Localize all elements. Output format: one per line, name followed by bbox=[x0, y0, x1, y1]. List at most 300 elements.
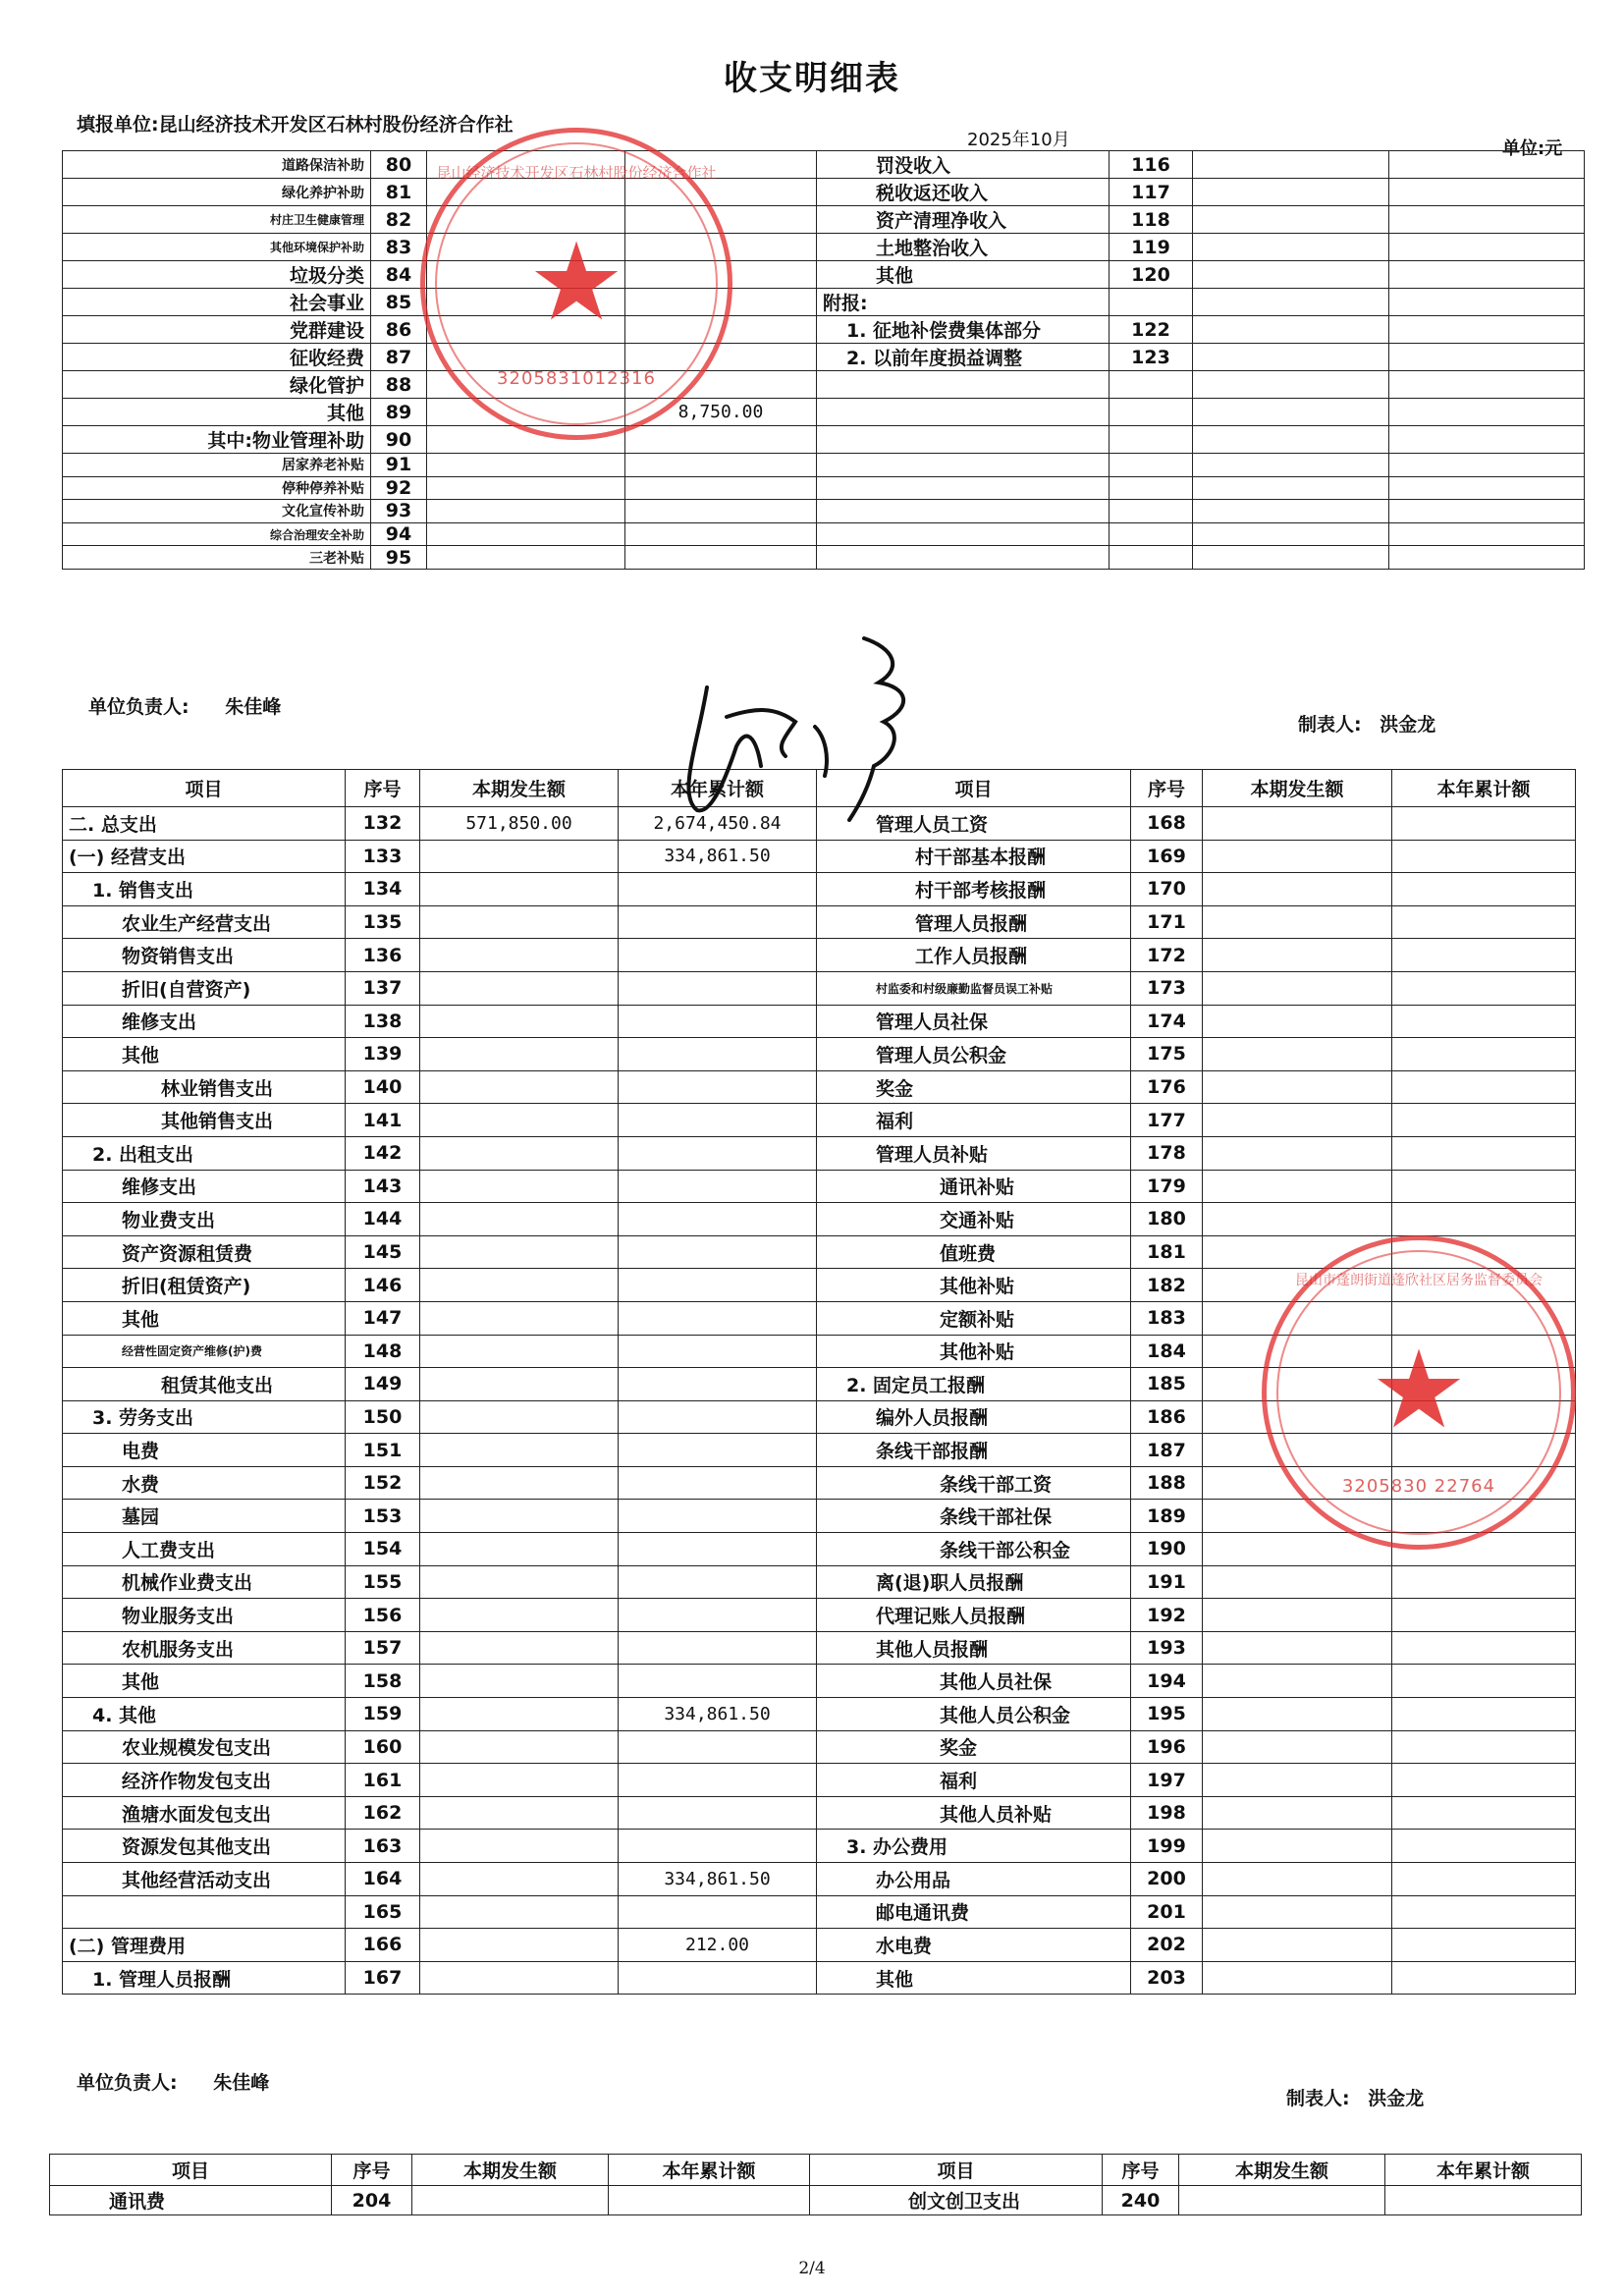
table-row bbox=[63, 1203, 1576, 1236]
row-current bbox=[420, 1136, 619, 1170]
row-ytd bbox=[619, 1038, 817, 1071]
row-current bbox=[1203, 1136, 1392, 1170]
row-no: 132 bbox=[346, 807, 420, 841]
row-current bbox=[1203, 1961, 1392, 1995]
preparer-name: 洪金龙 bbox=[1368, 2088, 1425, 2109]
row-current bbox=[1203, 840, 1392, 873]
row-no: 117 bbox=[1110, 179, 1193, 206]
row-current bbox=[420, 1500, 619, 1533]
row-ytd bbox=[1392, 1170, 1576, 1203]
row-label: 条线干部工资 bbox=[817, 1466, 1131, 1500]
row-label bbox=[63, 1895, 346, 1929]
row-label: 值班费 bbox=[817, 1235, 1131, 1269]
row-current bbox=[1203, 1565, 1392, 1599]
row-no: 134 bbox=[346, 873, 420, 906]
row-label: 租赁其他支出 bbox=[63, 1368, 346, 1401]
row-current bbox=[1193, 206, 1389, 234]
row-current bbox=[1193, 546, 1389, 570]
row-label: 管理人员公积金 bbox=[817, 1038, 1131, 1071]
col-header-ytd: 本年累计额 bbox=[1392, 770, 1576, 807]
row-no bbox=[1110, 426, 1193, 454]
row-label: 绿化养护补助 bbox=[63, 179, 371, 206]
row-label: 渔塘水面发包支出 bbox=[63, 1796, 346, 1830]
preparer-label: 制表人: bbox=[1286, 2088, 1350, 2109]
row-ytd bbox=[1389, 500, 1585, 523]
row-label: 村干部考核报酬 bbox=[817, 873, 1131, 906]
row-no: 90 bbox=[371, 426, 427, 454]
income-detail-table bbox=[62, 150, 1585, 570]
row-ytd bbox=[1389, 371, 1585, 399]
row-current bbox=[420, 1764, 619, 1797]
row-label: 代理记账人员报酬 bbox=[817, 1599, 1131, 1632]
col-header-cur: 本期发生额 bbox=[1203, 770, 1392, 807]
row-label: 资产清理净收入 bbox=[817, 206, 1110, 234]
row-no: 145 bbox=[346, 1235, 420, 1269]
row-ytd bbox=[1389, 426, 1585, 454]
unit-head-label: 单位负责人: bbox=[77, 2072, 178, 2094]
row-current bbox=[420, 873, 619, 906]
row-no: 178 bbox=[1131, 1136, 1203, 1170]
row-label: 办公用品 bbox=[817, 1863, 1131, 1896]
row-no: 161 bbox=[346, 1764, 420, 1797]
row-no: 193 bbox=[1131, 1631, 1203, 1665]
row-label: 经营性固定资产维修(护)费 bbox=[63, 1335, 346, 1368]
row-ytd bbox=[1392, 1599, 1576, 1632]
row-ytd: 2,674,450.84 bbox=[619, 807, 817, 841]
row-no: 137 bbox=[346, 971, 420, 1005]
row-current bbox=[420, 1235, 619, 1269]
report-period: 2025年10月 bbox=[967, 130, 1070, 150]
row-ytd bbox=[1392, 1136, 1576, 1170]
row-current bbox=[420, 971, 619, 1005]
table-row bbox=[63, 546, 1585, 570]
row-label bbox=[817, 522, 1110, 546]
row-label: 其他 bbox=[817, 1961, 1131, 1995]
row-current bbox=[420, 1796, 619, 1830]
row-ytd bbox=[625, 500, 817, 523]
row-label: 机械作业费支出 bbox=[63, 1565, 346, 1599]
row-no bbox=[1110, 522, 1193, 546]
row-label: 2. 固定员工报酬 bbox=[817, 1368, 1131, 1401]
row-ytd bbox=[619, 1005, 817, 1038]
table-row bbox=[63, 1698, 1576, 1731]
row-label: 管理人员报酬 bbox=[817, 905, 1131, 939]
row-current bbox=[1193, 179, 1389, 206]
row-label: 1. 征地补偿费集体部分 bbox=[817, 316, 1110, 344]
row-no: 169 bbox=[1131, 840, 1203, 873]
table-row bbox=[63, 1764, 1576, 1797]
row-ytd bbox=[619, 1070, 817, 1104]
seal-code: 3205830 22764 bbox=[1341, 1476, 1496, 1497]
row-no: 164 bbox=[346, 1863, 420, 1896]
row-no: 183 bbox=[1131, 1301, 1203, 1335]
row-ytd bbox=[619, 1533, 817, 1566]
row-label: 离(退)职人员报酬 bbox=[817, 1565, 1131, 1599]
row-label: 交通补贴 bbox=[817, 1203, 1131, 1236]
row-ytd bbox=[619, 1104, 817, 1137]
row-label: 3. 办公费用 bbox=[817, 1830, 1131, 1863]
row-ytd bbox=[1389, 454, 1585, 477]
row-no: 170 bbox=[1131, 873, 1203, 906]
table-row bbox=[63, 1070, 1576, 1104]
page-title: 收支明细表 bbox=[724, 59, 900, 98]
row-label: 其他销售支出 bbox=[63, 1104, 346, 1137]
row-current bbox=[1203, 1730, 1392, 1764]
row-label: 其他 bbox=[63, 1665, 346, 1698]
row-label: 其他补贴 bbox=[817, 1335, 1131, 1368]
row-current bbox=[1193, 476, 1389, 500]
row-label: (一) 经营支出 bbox=[63, 840, 346, 873]
row-no: 177 bbox=[1131, 1104, 1203, 1137]
row-label bbox=[817, 546, 1110, 570]
preparer-1 bbox=[1298, 710, 1435, 737]
row-label: 居家养老补贴 bbox=[63, 454, 371, 477]
row-current bbox=[1203, 1038, 1392, 1071]
row-ytd bbox=[1392, 1631, 1576, 1665]
col-header-no: 序号 bbox=[332, 2155, 412, 2186]
row-ytd bbox=[1392, 1730, 1576, 1764]
row-no: 154 bbox=[346, 1533, 420, 1566]
row-current bbox=[427, 522, 625, 546]
preparer-label: 制表人: bbox=[1298, 714, 1362, 736]
row-no: 147 bbox=[346, 1301, 420, 1335]
row-no: 139 bbox=[346, 1038, 420, 1071]
row-no: 95 bbox=[371, 546, 427, 570]
row-current bbox=[1203, 905, 1392, 939]
row-label: 2. 出租支出 bbox=[63, 1136, 346, 1170]
row-current bbox=[427, 500, 625, 523]
table-row bbox=[63, 476, 1585, 500]
table-row bbox=[63, 289, 1585, 316]
row-current bbox=[1193, 151, 1389, 179]
row-ytd bbox=[1389, 261, 1585, 289]
row-label: 其他 bbox=[63, 1301, 346, 1335]
row-current bbox=[1193, 289, 1389, 316]
row-ytd: 8,750.00 bbox=[625, 399, 817, 426]
row-label: 管理人员社保 bbox=[817, 1005, 1131, 1038]
row-no: 84 bbox=[371, 261, 427, 289]
row-label: 村庄卫生健康管理 bbox=[63, 206, 371, 234]
row-current bbox=[1203, 873, 1392, 906]
row-label: 其他补贴 bbox=[817, 1269, 1131, 1302]
row-ytd bbox=[1389, 399, 1585, 426]
row-no: 144 bbox=[346, 1203, 420, 1236]
row-ytd bbox=[1389, 316, 1585, 344]
row-ytd bbox=[1389, 522, 1585, 546]
row-current bbox=[1203, 1070, 1392, 1104]
row-no: 160 bbox=[346, 1730, 420, 1764]
table-row bbox=[63, 1830, 1576, 1863]
table-row bbox=[63, 1796, 1576, 1830]
row-ytd bbox=[619, 1301, 817, 1335]
row-no: 189 bbox=[1131, 1500, 1203, 1533]
table-row bbox=[63, 939, 1576, 972]
row-no: 143 bbox=[346, 1170, 420, 1203]
row-label bbox=[817, 500, 1110, 523]
table-row bbox=[63, 454, 1585, 477]
table-row bbox=[63, 371, 1585, 399]
row-ytd bbox=[625, 522, 817, 546]
row-label: 附报: bbox=[817, 289, 1110, 316]
row-label: 物业服务支出 bbox=[63, 1599, 346, 1632]
row-current bbox=[1203, 1698, 1392, 1731]
col-header-item: 项目 bbox=[63, 770, 346, 807]
table-row bbox=[63, 206, 1585, 234]
col-header-current: 本期发生额 bbox=[412, 2155, 609, 2186]
row-current bbox=[1203, 1863, 1392, 1896]
row-no: 202 bbox=[1131, 1929, 1203, 1962]
seal-text: 昆山经济技术开发区石林村股份经济合作社 bbox=[436, 164, 717, 182]
row-no: 192 bbox=[1131, 1599, 1203, 1632]
row-current bbox=[1193, 261, 1389, 289]
row-no: 146 bbox=[346, 1269, 420, 1302]
row-label: 道路保洁补助 bbox=[63, 151, 371, 179]
row-label bbox=[817, 399, 1110, 426]
col-header-item: 项目 bbox=[817, 770, 1131, 807]
row-no: 240 bbox=[1103, 2186, 1179, 2215]
table-row bbox=[63, 873, 1576, 906]
row-ytd bbox=[1389, 179, 1585, 206]
row-label: 二. 总支出 bbox=[63, 807, 346, 841]
row-label: 绿化管护 bbox=[63, 371, 371, 399]
row-label: 福利 bbox=[817, 1764, 1131, 1797]
row-current bbox=[1193, 316, 1389, 344]
row-label: 其他人员报酬 bbox=[817, 1631, 1131, 1665]
row-no: 91 bbox=[371, 454, 427, 477]
row-no: 173 bbox=[1131, 971, 1203, 1005]
row-current bbox=[1193, 454, 1389, 477]
row-no: 203 bbox=[1131, 1961, 1203, 1995]
row-ytd bbox=[1392, 840, 1576, 873]
row-label: 土地整治收入 bbox=[817, 234, 1110, 261]
row-label: 其他人员公积金 bbox=[817, 1698, 1131, 1731]
row-current bbox=[420, 939, 619, 972]
row-no: 187 bbox=[1131, 1434, 1203, 1467]
row-ytd bbox=[1392, 1764, 1576, 1797]
row-no bbox=[1110, 371, 1193, 399]
row-no: 196 bbox=[1131, 1730, 1203, 1764]
row-label: 2. 以前年度损益调整 bbox=[817, 344, 1110, 371]
row-label: 通讯补贴 bbox=[817, 1170, 1131, 1203]
row-current bbox=[420, 1070, 619, 1104]
row-no bbox=[1110, 399, 1193, 426]
row-no: 81 bbox=[371, 179, 427, 206]
table-row bbox=[63, 1863, 1576, 1896]
row-current bbox=[420, 1863, 619, 1896]
unit-head-name: 朱佳峰 bbox=[225, 696, 282, 718]
row-ytd bbox=[609, 2186, 810, 2215]
col-header-ytd: 本年累计额 bbox=[609, 2155, 810, 2186]
row-current bbox=[427, 476, 625, 500]
row-no: 89 bbox=[371, 399, 427, 426]
table-row bbox=[63, 151, 1585, 179]
row-label: 停种停养补贴 bbox=[63, 476, 371, 500]
row-ytd bbox=[619, 1400, 817, 1434]
row-label: 福利 bbox=[817, 1104, 1131, 1137]
row-label: 其他 bbox=[63, 399, 371, 426]
row-label: 维修支出 bbox=[63, 1005, 346, 1038]
row-current bbox=[420, 1895, 619, 1929]
row-no bbox=[1110, 500, 1193, 523]
row-label: 农机服务支出 bbox=[63, 1631, 346, 1665]
row-label: 邮电通讯费 bbox=[817, 1895, 1131, 1929]
preparer-name: 洪金龙 bbox=[1380, 714, 1436, 736]
row-ytd bbox=[1389, 206, 1585, 234]
row-ytd: 334,861.50 bbox=[619, 1698, 817, 1731]
table-row bbox=[63, 840, 1576, 873]
table-row bbox=[63, 316, 1585, 344]
row-no bbox=[1110, 476, 1193, 500]
row-ytd: 334,861.50 bbox=[619, 840, 817, 873]
row-label: 折旧(租赁资产) bbox=[63, 1269, 346, 1302]
row-current bbox=[420, 1038, 619, 1071]
row-label: 其他 bbox=[63, 1038, 346, 1071]
row-no: 186 bbox=[1131, 1400, 1203, 1434]
row-current bbox=[1193, 399, 1389, 426]
row-ytd bbox=[619, 1170, 817, 1203]
row-no: 197 bbox=[1131, 1764, 1203, 1797]
row-label: 3. 劳务支出 bbox=[63, 1400, 346, 1434]
row-current bbox=[1193, 371, 1389, 399]
row-label: 经济作物发包支出 bbox=[63, 1764, 346, 1797]
row-ytd bbox=[619, 1136, 817, 1170]
row-ytd bbox=[1392, 1863, 1576, 1896]
currency-unit: 单位:元 bbox=[1502, 138, 1563, 159]
row-no: 93 bbox=[371, 500, 427, 523]
row-no: 184 bbox=[1131, 1335, 1203, 1368]
table-row bbox=[63, 399, 1585, 426]
table-row bbox=[63, 1961, 1576, 1995]
row-label: 折旧(自营资产) bbox=[63, 971, 346, 1005]
row-ytd bbox=[619, 1335, 817, 1368]
row-ytd bbox=[1392, 1929, 1576, 1962]
row-current bbox=[1203, 1764, 1392, 1797]
table-row bbox=[63, 1038, 1576, 1071]
preparer-2 bbox=[1286, 2084, 1424, 2110]
table-row bbox=[63, 179, 1585, 206]
row-current bbox=[1203, 1599, 1392, 1632]
row-ytd bbox=[619, 939, 817, 972]
row-ytd bbox=[1392, 971, 1576, 1005]
seal-text: 昆山市蓬朗街道蓬欣社区居务监督委员会 bbox=[1295, 1273, 1543, 1288]
row-label: 管理人员补贴 bbox=[817, 1136, 1131, 1170]
reporting-unit-label: 填报单位: bbox=[77, 114, 159, 136]
row-ytd bbox=[625, 426, 817, 454]
row-no: 198 bbox=[1131, 1796, 1203, 1830]
row-label: 罚没收入 bbox=[817, 151, 1110, 179]
row-current bbox=[1203, 1104, 1392, 1137]
handwritten-signature bbox=[668, 629, 933, 825]
row-ytd bbox=[1392, 1038, 1576, 1071]
row-current bbox=[1203, 1170, 1392, 1203]
row-no: 85 bbox=[371, 289, 427, 316]
row-current bbox=[1203, 1665, 1392, 1698]
row-no: 136 bbox=[346, 939, 420, 972]
row-label: 社会事业 bbox=[63, 289, 371, 316]
row-ytd bbox=[1389, 546, 1585, 570]
row-no: 80 bbox=[371, 151, 427, 179]
row-no: 148 bbox=[346, 1335, 420, 1368]
row-no: 163 bbox=[346, 1830, 420, 1863]
table-row bbox=[63, 344, 1585, 371]
col-header-no: 序号 bbox=[1131, 770, 1203, 807]
row-label: 村监委和村级廉勤监督员误工补贴 bbox=[817, 971, 1131, 1005]
row-label: 农业规模发包支出 bbox=[63, 1730, 346, 1764]
row-label: 林业销售支出 bbox=[63, 1070, 346, 1104]
row-label: 维修支出 bbox=[63, 1170, 346, 1203]
row-no: 157 bbox=[346, 1631, 420, 1665]
row-current bbox=[420, 1005, 619, 1038]
row-current bbox=[1203, 1203, 1392, 1236]
row-no: 155 bbox=[346, 1565, 420, 1599]
row-current bbox=[420, 1335, 619, 1368]
row-no: 156 bbox=[346, 1599, 420, 1632]
row-current bbox=[1193, 234, 1389, 261]
row-ytd: 334,861.50 bbox=[619, 1863, 817, 1896]
col-header-no: 序号 bbox=[346, 770, 420, 807]
row-current bbox=[420, 1631, 619, 1665]
table-row bbox=[63, 1730, 1576, 1764]
table-row bbox=[63, 1599, 1576, 1632]
page-number: 2/4 bbox=[798, 2259, 826, 2278]
row-no: 190 bbox=[1131, 1533, 1203, 1566]
row-no: 82 bbox=[371, 206, 427, 234]
row-current bbox=[427, 454, 625, 477]
unit-head-name: 朱佳峰 bbox=[213, 2072, 270, 2094]
row-no: 153 bbox=[346, 1500, 420, 1533]
row-label: 人工费支出 bbox=[63, 1533, 346, 1566]
row-ytd bbox=[1392, 1665, 1576, 1698]
row-label: 其他经营活动支出 bbox=[63, 1863, 346, 1896]
table-row bbox=[63, 905, 1576, 939]
row-no: 135 bbox=[346, 905, 420, 939]
row-ytd bbox=[619, 1565, 817, 1599]
row-label: 党群建设 bbox=[63, 316, 371, 344]
row-current bbox=[420, 1269, 619, 1302]
row-current bbox=[420, 1203, 619, 1236]
row-label: 1. 销售支出 bbox=[63, 873, 346, 906]
row-label bbox=[817, 454, 1110, 477]
row-ytd bbox=[1392, 905, 1576, 939]
row-current bbox=[420, 905, 619, 939]
row-ytd bbox=[1392, 1565, 1576, 1599]
table-row bbox=[63, 1929, 1576, 1962]
row-no: 188 bbox=[1131, 1466, 1203, 1500]
row-current bbox=[1203, 1830, 1392, 1863]
row-current bbox=[1193, 344, 1389, 371]
row-ytd bbox=[625, 454, 817, 477]
row-label: 村干部基本报酬 bbox=[817, 840, 1131, 873]
row-current bbox=[420, 1961, 619, 1995]
row-ytd bbox=[619, 1730, 817, 1764]
row-current bbox=[420, 1565, 619, 1599]
row-no: 180 bbox=[1131, 1203, 1203, 1236]
row-no: 140 bbox=[346, 1070, 420, 1104]
table-row bbox=[63, 1565, 1576, 1599]
row-no: 175 bbox=[1131, 1038, 1203, 1071]
row-no: 162 bbox=[346, 1796, 420, 1830]
row-label: 条线干部社保 bbox=[817, 1500, 1131, 1533]
row-label: 通讯费 bbox=[50, 2186, 332, 2215]
row-label: 工作人员报酬 bbox=[817, 939, 1131, 972]
row-label: 资源发包其他支出 bbox=[63, 1830, 346, 1863]
row-no: 133 bbox=[346, 840, 420, 873]
row-label: 文化宣传补助 bbox=[63, 500, 371, 523]
row-no: 119 bbox=[1110, 234, 1193, 261]
row-ytd bbox=[1392, 1203, 1576, 1236]
row-no: 181 bbox=[1131, 1235, 1203, 1269]
row-ytd bbox=[1389, 476, 1585, 500]
